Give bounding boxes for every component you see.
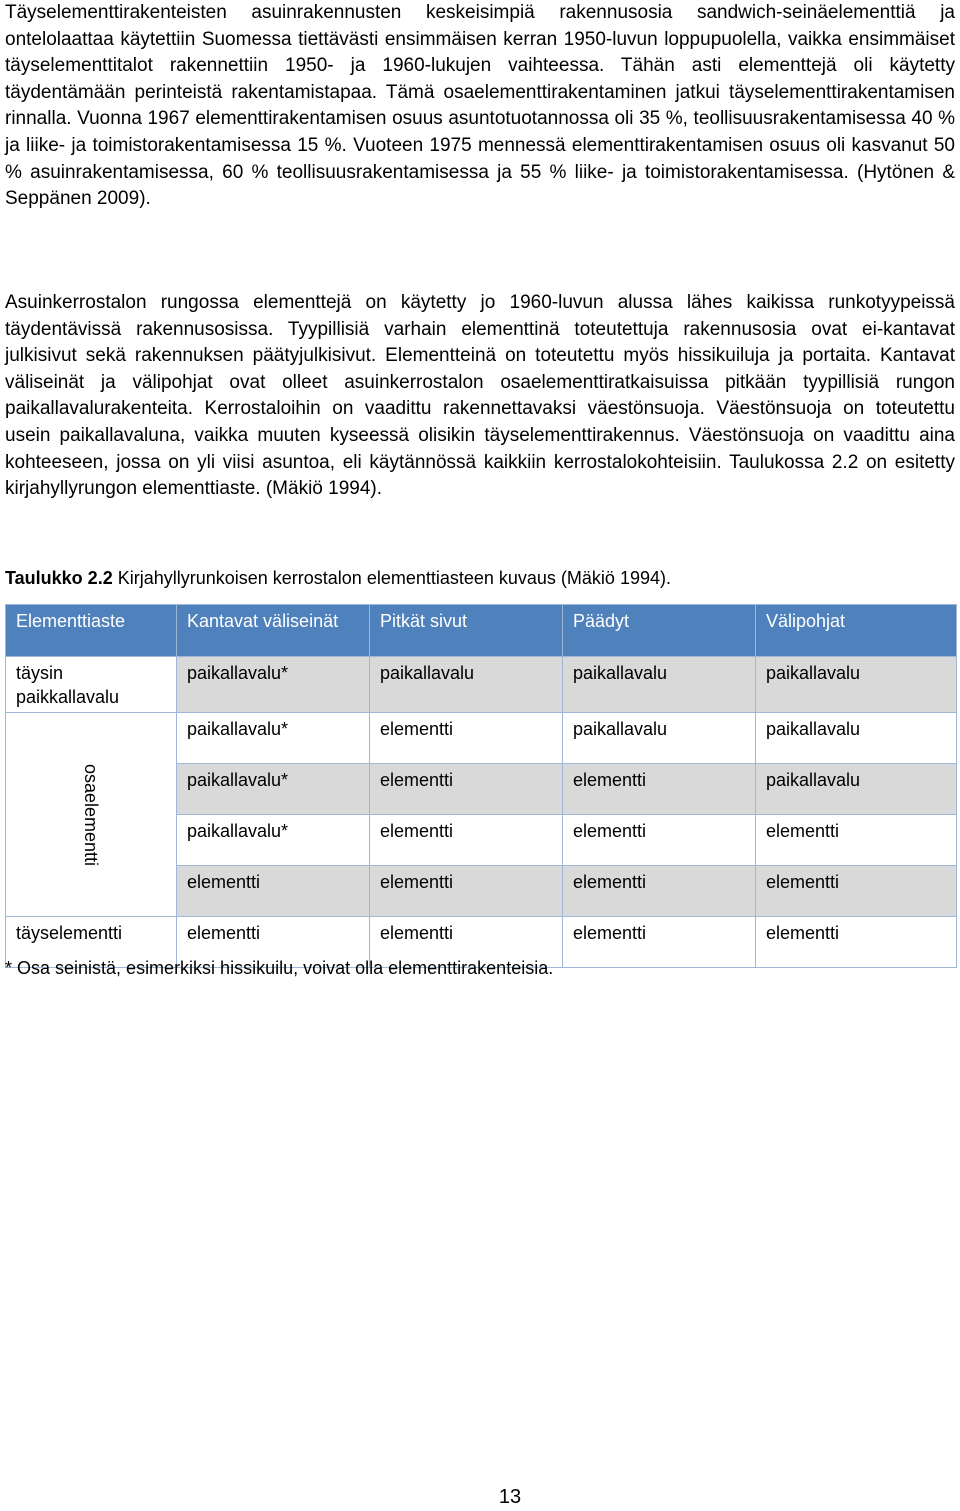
table-row <box>6 657 957 713</box>
caption-text: Kirjahyllyrunkoisen kerrostalon elementtiasteen kuvaus (Mäkiö 1994). <box>112 568 671 588</box>
table-cell: elementti <box>370 713 563 764</box>
table-header-row <box>6 605 957 657</box>
table-footnote: * Osa seinistä, esimerkiksi hissikuilu, voivat olla elementtirakenteisia. <box>5 958 554 978</box>
header-cell: Kantavat väliseinät <box>177 605 370 657</box>
table-cell: paikallavalu <box>563 657 756 713</box>
row-label: täysin paikkallavalu <box>6 657 177 713</box>
table-cell: paikallavalu <box>756 764 957 815</box>
table-cell: elementti <box>563 815 756 866</box>
osaelementti-label: osaelementti <box>81 763 101 866</box>
header-cell: Päädyt <box>563 605 756 657</box>
osaelementti-label-cell <box>6 713 177 917</box>
table-cell: paikallavalu* <box>177 764 370 815</box>
table-cell: paikallavalu* <box>177 657 370 713</box>
page-number: 13 <box>498 1486 522 1508</box>
table-cell: elementti <box>370 815 563 866</box>
table-cell: paikallavalu <box>370 657 563 713</box>
table-cell: elementti <box>756 815 957 866</box>
element-degree-table <box>5 604 957 968</box>
table-cell: paikallavalu <box>756 657 957 713</box>
table-cell: elementti <box>370 866 563 917</box>
header-cell: Pitkät sivut <box>370 605 563 657</box>
table-cell: paikallavalu* <box>177 713 370 764</box>
header-cell: Välipohjat <box>756 605 957 657</box>
table-cell: paikallavalu <box>563 713 756 764</box>
table-cell: elementti <box>177 866 370 917</box>
table-cell: elementti <box>370 917 563 968</box>
row-label: täyselementti <box>6 917 177 968</box>
table-cell: paikallavalu* <box>177 815 370 866</box>
paragraph-2: Asuinkerrostalon rungossa elementtejä on käytetty jo 1960-luvun alussa lähes kaikissa runkotyypeissä täydentävissä rakennusosissa. Tyypillisiä varhain elementtinä toteutettuja rakennusosia ovat ei-kantavat julkisivut sekä rakennuksen päätyjulkisivut. Elementteinä on toteutettu myös hissikuiluja ja portaita. Kantavat väliseinät ja välipohjat ovat olleet asuinkerrostalon osaelementtiratkaisuissa pitkään tyypillisiä rungon paikallavalurakenteita. Kerrostaloihin on vaadittu rakennettavaksi väestönsuoja. Väestönsuoja on toteutettu usein paikallavaluna, vaikka muuten kyseessä olisikin täyselementtirakennus. Väestönsuoja on vaadittu aina kohteeseen, jossa on yli viisi asuntoa, eli käytännössä kaikkiin kerrostalokohteisiin. Taulukossa 2.2 on esitetty kirjahyllyrungon elementtiaste. (Mäkiö 1994). <box>5 292 955 500</box>
table-cell: elementti <box>563 917 756 968</box>
table-cell: elementti <box>756 866 957 917</box>
table-caption <box>5 566 671 590</box>
table-cell: paikallavalu <box>756 713 957 764</box>
header-cell: Elementtiaste <box>6 605 177 657</box>
table-cell: elementti <box>563 764 756 815</box>
caption-label: Taulukko 2.2 <box>5 568 113 588</box>
table-row <box>6 713 957 764</box>
table-cell: elementti <box>756 917 957 968</box>
table-cell: elementti <box>177 917 370 968</box>
paragraph-1: Täyselementtirakenteisten asuinrakennusten keskeisimpiä rakennusosia sandwich-seinäelementtiä ja ontelolaattaa käytettiin Suomessa tiettävästi ensimmäisen kerran 1950-luvun loppupuolella, vaikka ensimmäiset täyselementtitalot rakennettiin 1950- ja 1960-lukujen vaihteessa. Tähän asti elementtejä oli käytetty täydentämään perinteistä rakentamistapaa. Tämä osaelementtirakentaminen jatkui täyselementtirakentamisen rinnalla. Vuonna 1967 elementtirakentamisen osuus asuntotuotannossa oli 35 %, teollisuusrakentamisessa 40 % ja liike- ja toimistorakentamisessa 15 %. Vuoteen 1975 mennessä elementtirakentamisen osuus oli kasvanut 50 % asuinrakentamisessa, 60 % teollisuusrakentamisessa ja 55 % liike- ja toimistorakentamisessa. (Hytönen & Seppänen 2009). <box>5 2 955 210</box>
table-cell: elementti <box>370 764 563 815</box>
table-cell: elementti <box>563 866 756 917</box>
